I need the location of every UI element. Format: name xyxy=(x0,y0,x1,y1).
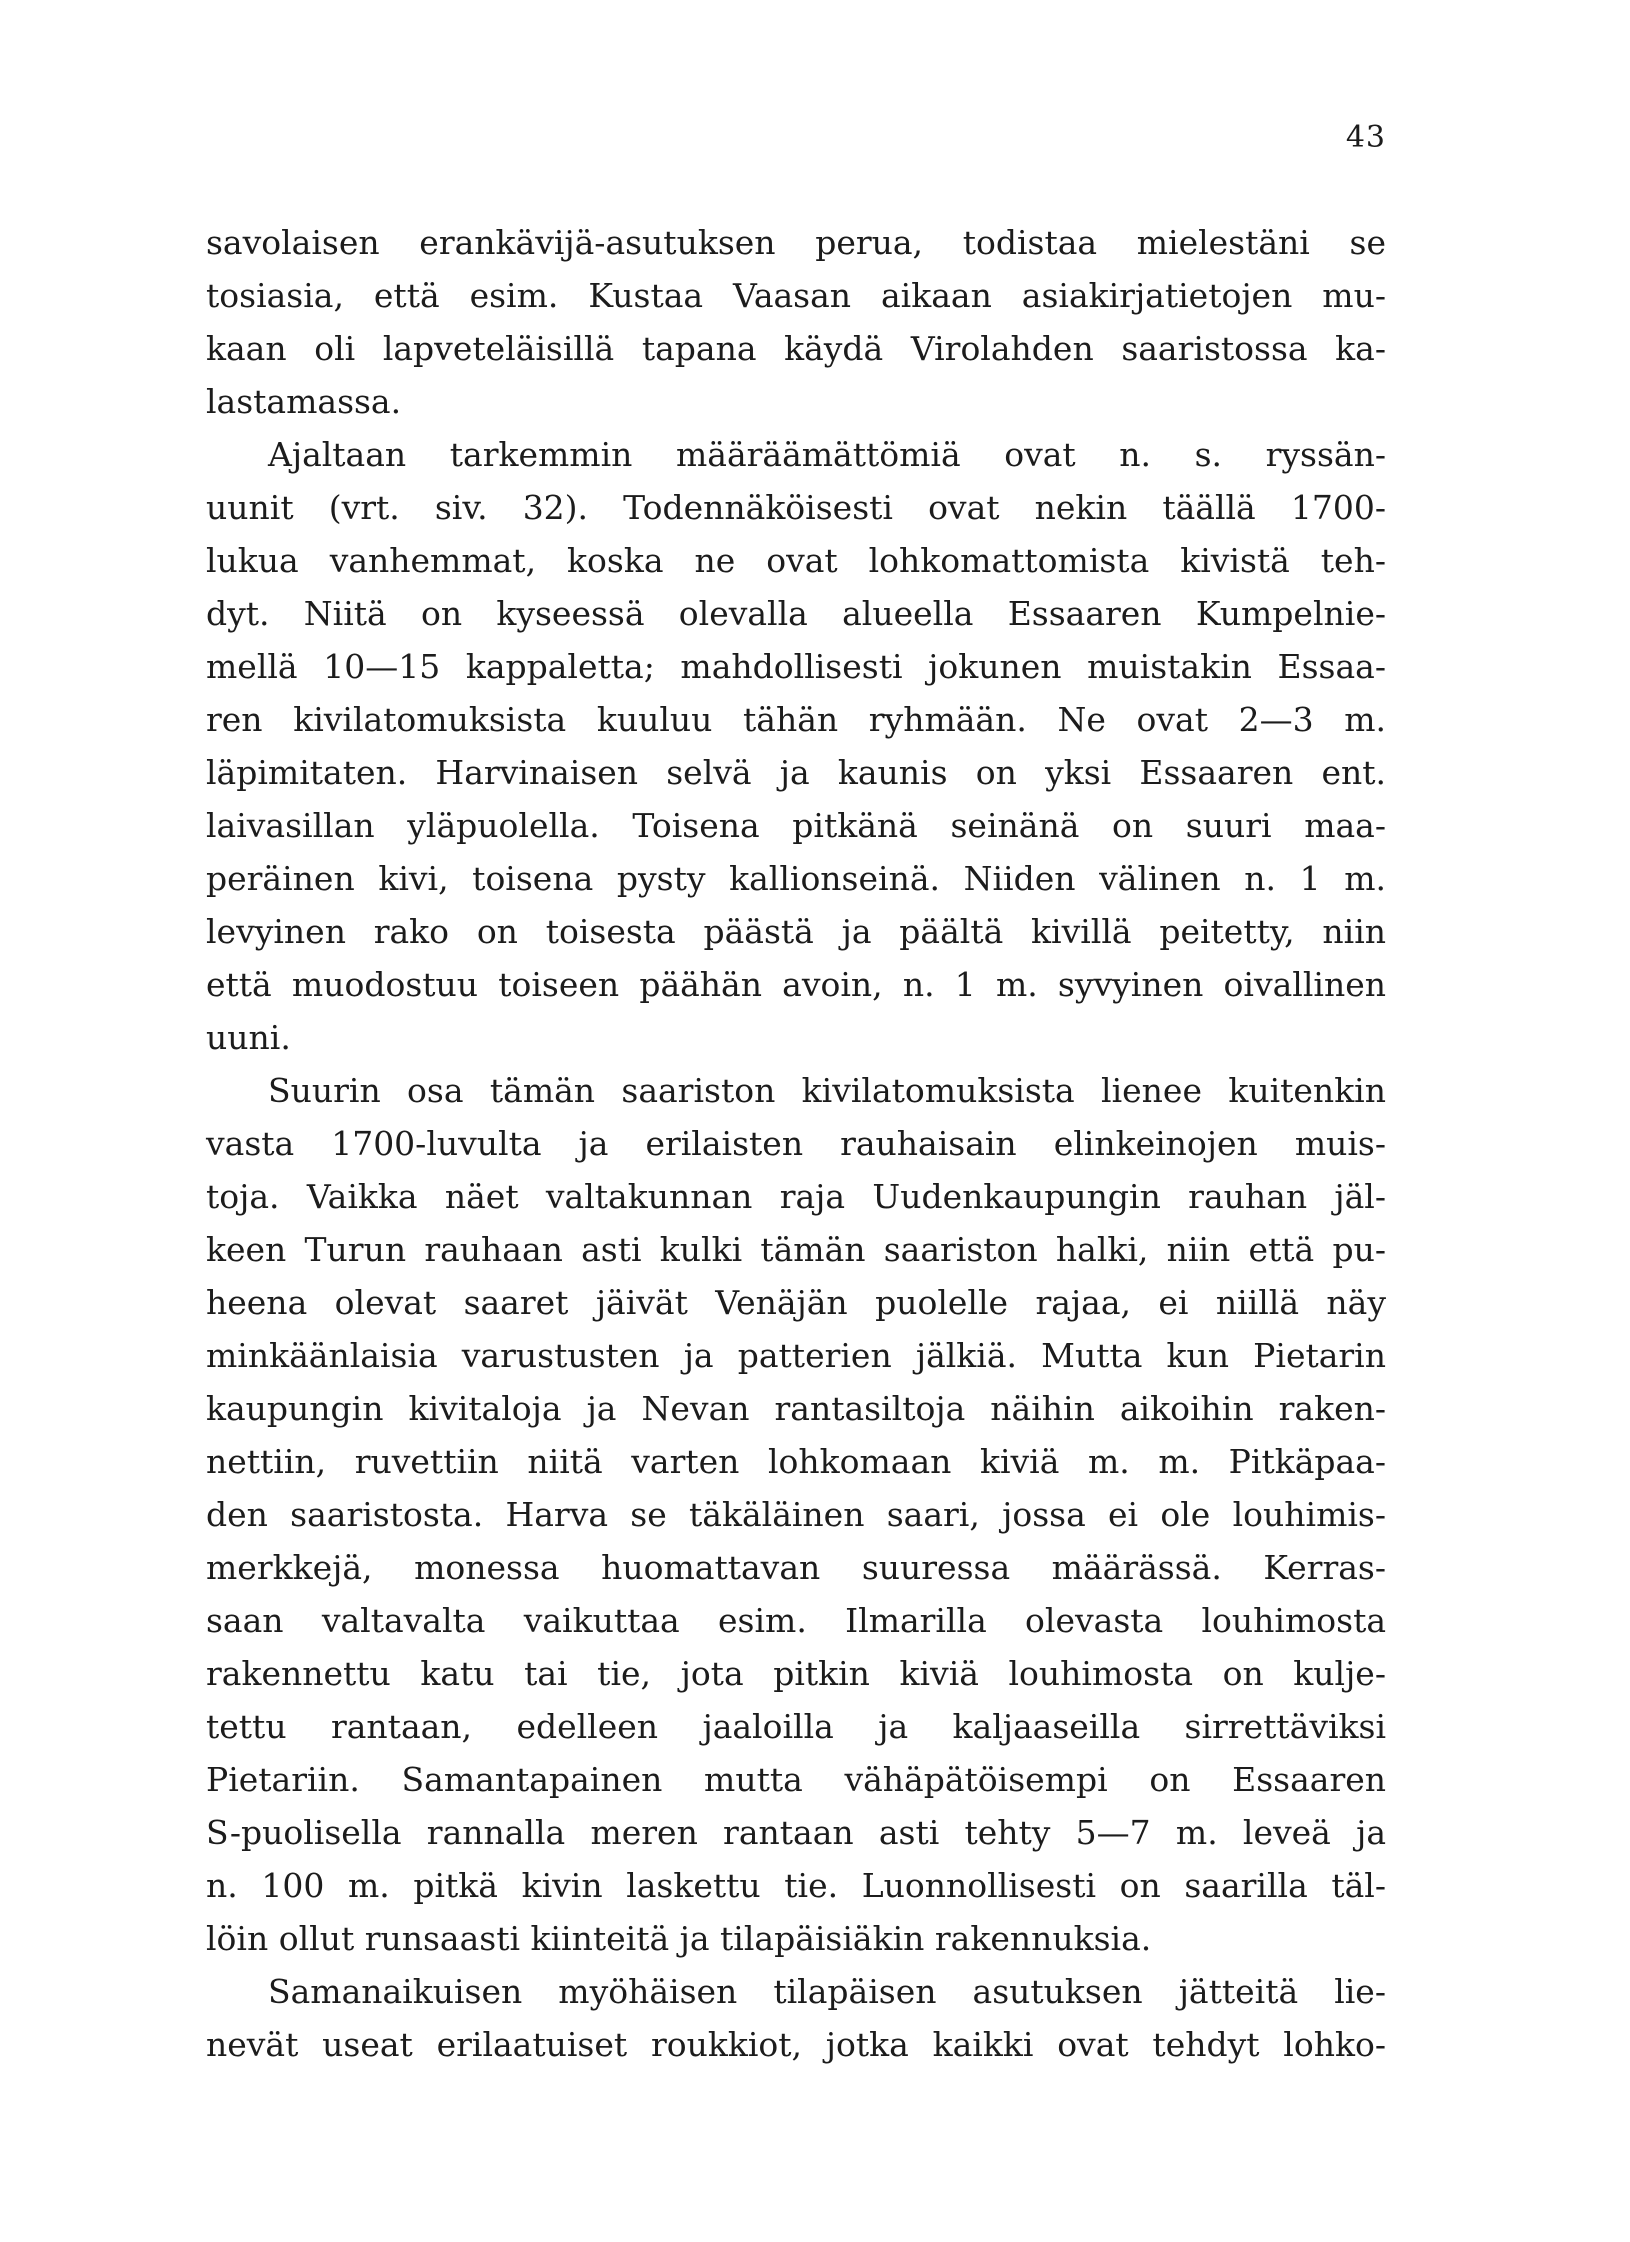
text-line: mellä 10—15 kappaletta; mahdollisesti jokunen muistakin Essaa- xyxy=(206,647,1386,686)
text-line: rakennettu katu tai tie, jota pitkin kiviä louhimosta on kulje- xyxy=(206,1654,1386,1693)
text-line: S-puolisella rannalla meren rantaan asti tehty 5—7 m. leveä ja xyxy=(206,1813,1386,1852)
text-line: lastamassa. xyxy=(206,382,402,421)
text-line: ren kivilatomuksista kuuluu tähän ryhmään. Ne ovat 2—3 m. xyxy=(206,700,1386,739)
text-line: vasta 1700-luvulta ja erilaisten rauhaisain elinkeinojen muis- xyxy=(206,1124,1386,1163)
page-number: 43 xyxy=(1345,120,1386,155)
text-line: heena olevat saaret jäivät Venäjän puolelle rajaa, ei niillä näy xyxy=(206,1283,1386,1322)
text-line: toja. Vaikka näet valtakunnan raja Uudenkaupungin rauhan jäl- xyxy=(206,1177,1386,1216)
text-line: n. 100 m. pitkä kivin laskettu tie. Luonnollisesti on saarilla täl- xyxy=(206,1866,1386,1905)
body-text xyxy=(206,216,1386,2071)
text-line: kaan oli lapveteläisillä tapana käydä Virolahden saaristossa ka- xyxy=(206,329,1386,368)
text-line: että muodostuu toiseen päähän avoin, n. 1 m. syvyinen oivallinen xyxy=(206,965,1386,1004)
text-line: merkkejä, monessa huomattavan suuressa määrässä. Kerras- xyxy=(206,1548,1386,1587)
text-line: tettu rantaan, edelleen jaaloilla ja kaljaaseilla sirrettäviksi xyxy=(206,1707,1386,1746)
text-line: uuni. xyxy=(206,1018,291,1057)
text-line: keen Turun rauhaan asti kulki tämän saariston halki, niin että pu- xyxy=(206,1230,1386,1269)
text-line: den saaristosta. Harva se täkäläinen saari, jossa ei ole louhimis- xyxy=(206,1495,1386,1534)
text-line: savolaisen erankävijä-asutuksen perua, todistaa mielestäni se xyxy=(206,223,1386,262)
text-line: kaupungin kivitaloja ja Nevan rantasiltoja näihin aikoihin raken- xyxy=(206,1389,1386,1428)
text-line: nevät useat erilaatuiset roukkiot, jotka kaikki ovat tehdyt lohko- xyxy=(206,2025,1386,2064)
text-line: uunit (vrt. siv. 32). Todennäköisesti ovat nekin täällä 1700- xyxy=(206,488,1386,527)
text-line: levyinen rako on toisesta päästä ja päältä kivillä peitetty, niin xyxy=(206,912,1386,951)
text-line: tosiasia, että esim. Kustaa Vaasan aikaan asiakirjatietojen mu- xyxy=(206,276,1386,315)
text-line: Pietariin. Samantapainen mutta vähäpätöisempi on Essaaren xyxy=(206,1760,1386,1799)
text-line: peräinen kivi, toisena pysty kallionseinä. Niiden välinen n. 1 m. xyxy=(206,859,1386,898)
text-line: Suurin osa tämän saariston kivilatomuksista lienee kuitenkin xyxy=(268,1071,1386,1110)
text-line: laivasillan yläpuolella. Toisena pitkänä seinänä on suuri maa- xyxy=(206,806,1386,845)
text-line: nettiin, ruvettiin niitä varten lohkomaan kiviä m. m. Pitkäpaa- xyxy=(206,1442,1386,1481)
text-line: lukua vanhemmat, koska ne ovat lohkomattomista kivistä teh- xyxy=(206,541,1386,580)
text-line: saan valtavalta vaikuttaa esim. Ilmarilla olevasta louhimosta xyxy=(206,1601,1386,1640)
text-line: löin ollut runsaasti kiinteitä ja tilapäisiäkin rakennuksia. xyxy=(206,1919,1152,1958)
text-line: läpimitaten. Harvinaisen selvä ja kaunis on yksi Essaaren ent. xyxy=(206,753,1386,792)
text-line: Samanaikuisen myöhäisen tilapäisen asutuksen jätteitä lie- xyxy=(268,1972,1386,2011)
text-line: Ajaltaan tarkemmin määräämättömiä ovat n. s. ryssän- xyxy=(268,435,1386,474)
text-line: minkäänlaisia varustusten ja patterien jälkiä. Mutta kun Pietarin xyxy=(206,1336,1386,1375)
text-line: dyt. Niitä on kyseessä olevalla alueella Essaaren Kumpelnie- xyxy=(206,594,1386,633)
